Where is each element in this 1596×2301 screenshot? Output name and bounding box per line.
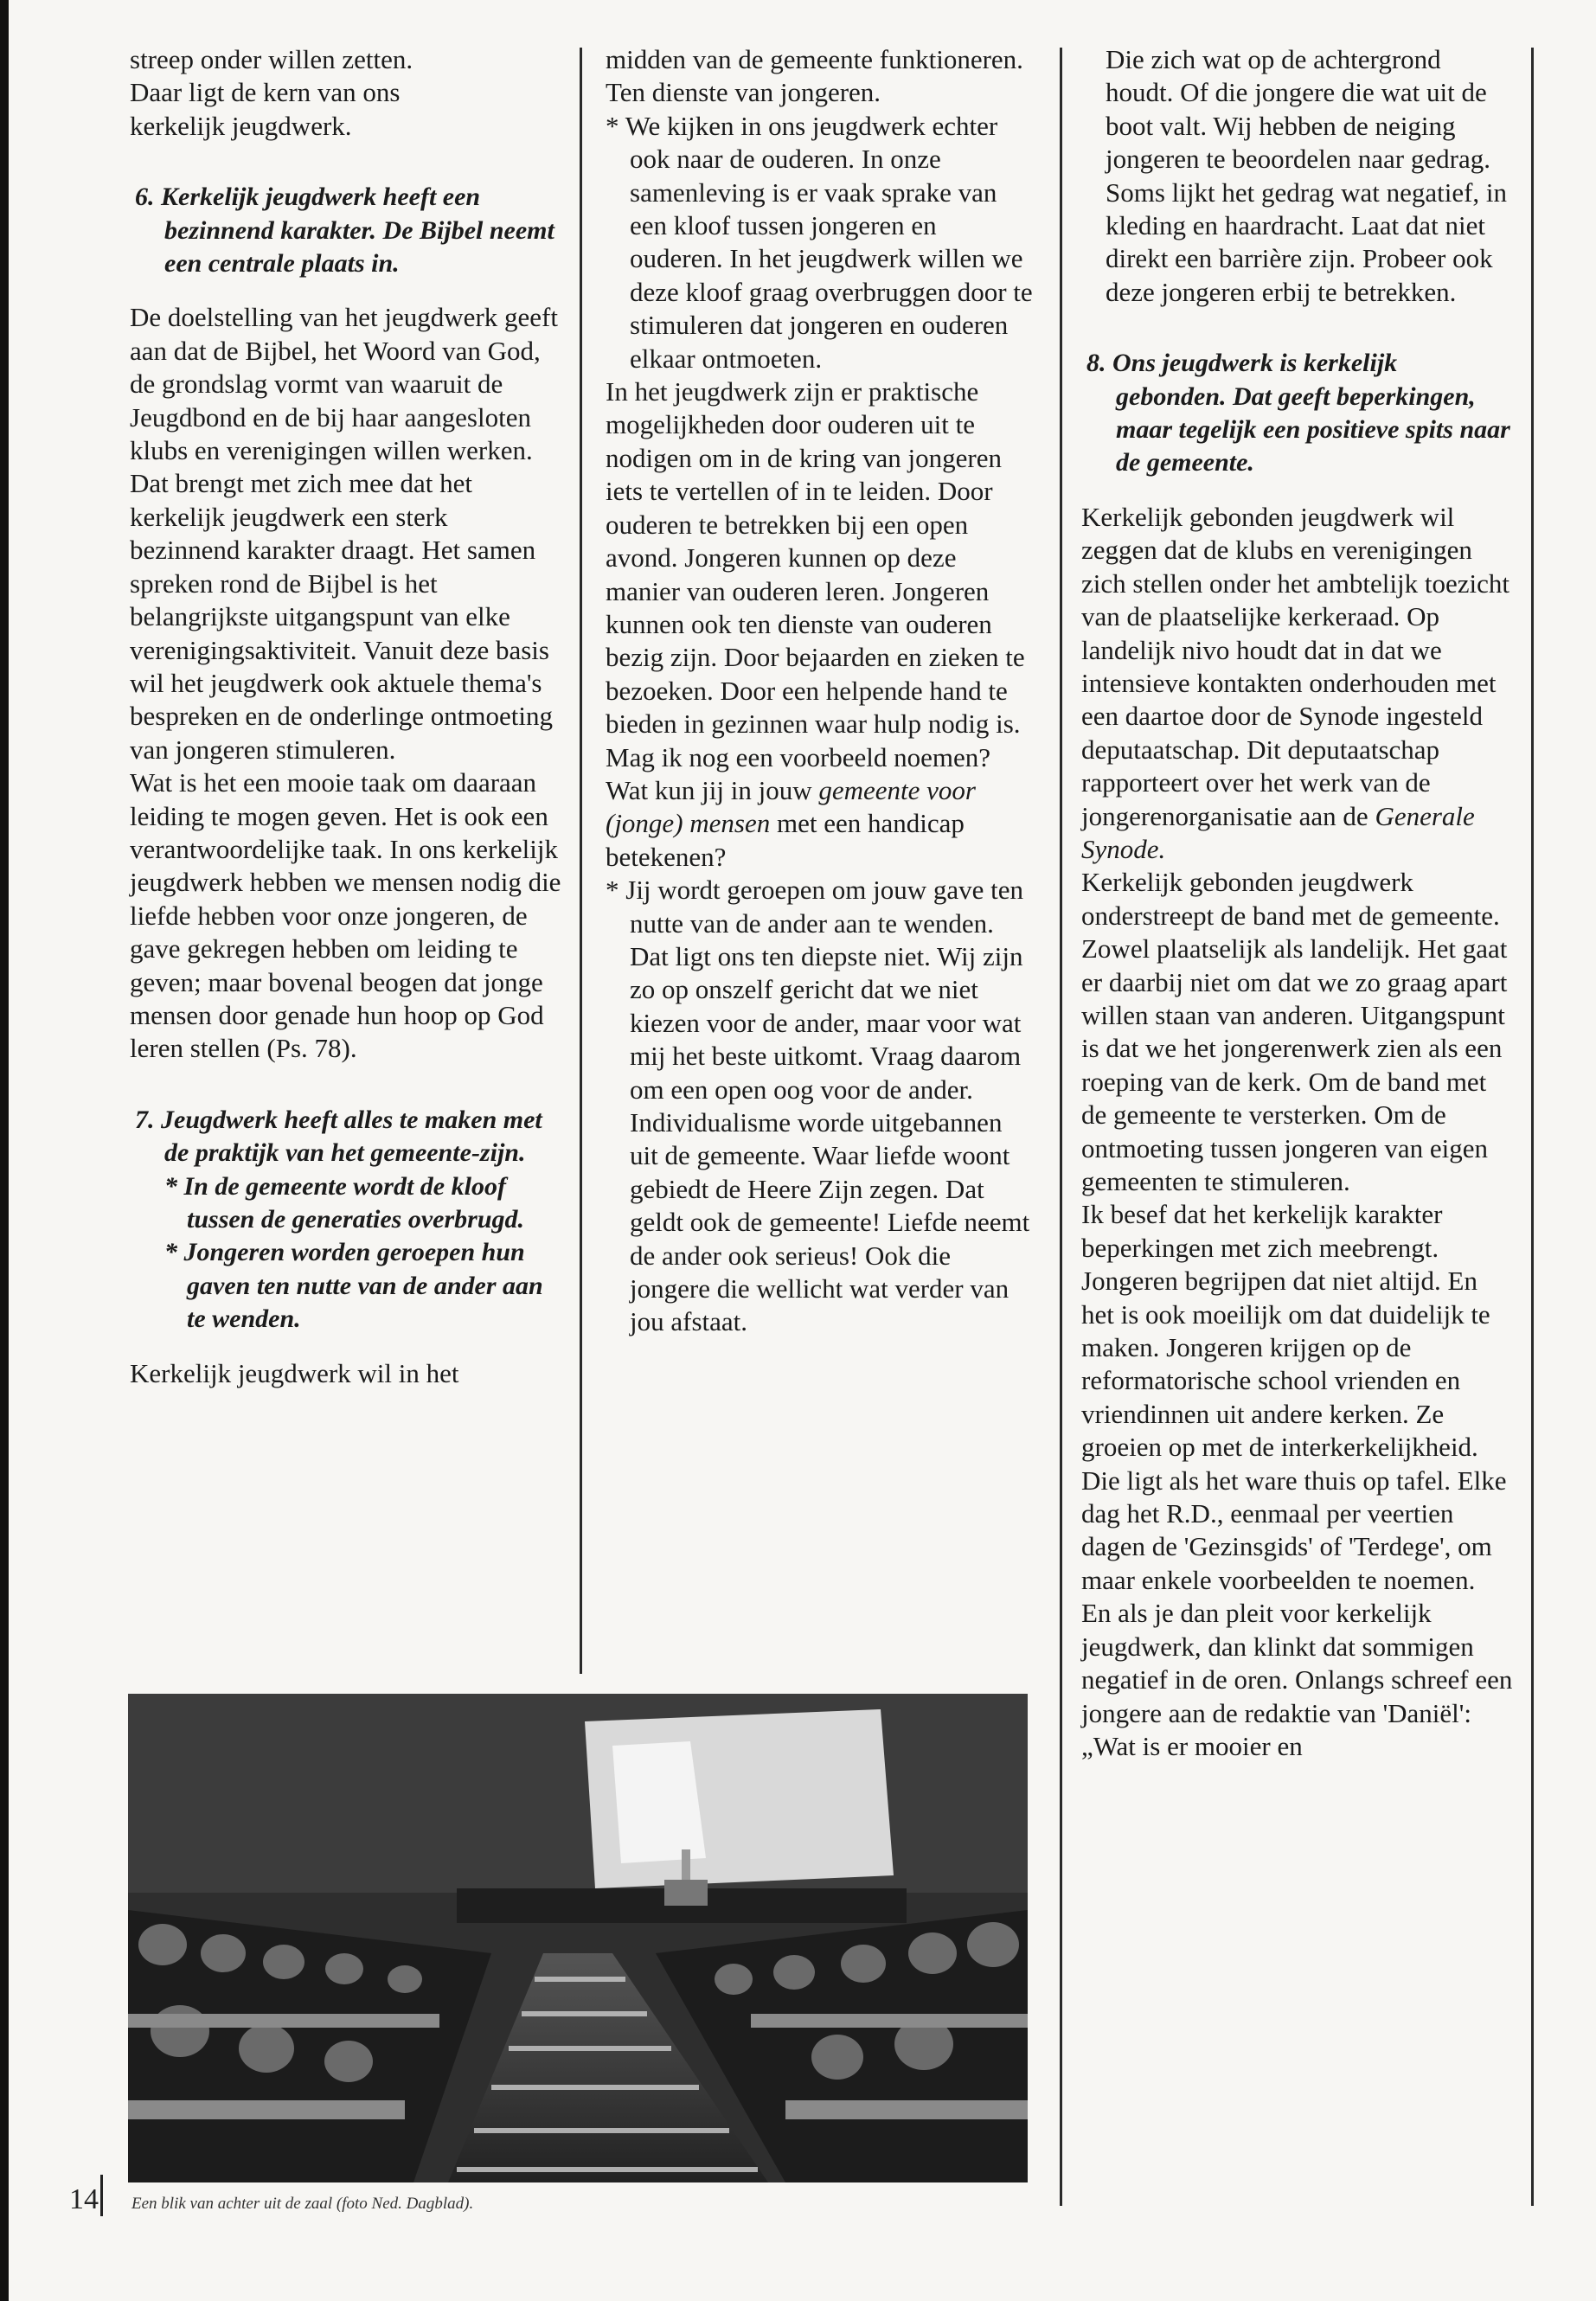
column-rule [1060, 48, 1062, 2206]
paragraph-text: met een handicap betekenen? [606, 808, 965, 872]
italic-text: gemeente voor (jonge) mensen [606, 774, 976, 839]
column-rule [1531, 48, 1534, 2206]
column-1 [130, 43, 562, 1390]
heading-bullet: * Jongeren worden geroepen hun gaven ten nutte van de ander aan te wenden. [164, 1238, 543, 1334]
paragraph: midden van de gemeente funktioneren. Ten dienste van jongeren. [606, 44, 1023, 108]
intro-line: streep onder willen zetten. [130, 44, 413, 74]
column-3 [1081, 43, 1514, 1763]
scan-edge [0, 0, 9, 2301]
paragraph: Die zich wat op de achtergrond houdt. Of die jongere die wat uit de boot valt. Wij hebben de neiging jongeren te beoordelen naar gedrag. Soms lijkt het gedrag wat negatief, in kleding en haardracht. Laat dat niet direkt een barrière zijn. Probeer ook deze jongeren erbij te betrekken. [1106, 44, 1508, 307]
bullet-paragraph: * We kijken in ons jeugdwerk echter ook naar de ouderen. In onze samenleving is er vaak sprake van een kloof tussen jongeren en ouderen. In het jeugdwerk willen we deze kloof graag overbruggen door te stimuleren dat jongeren en ouderen elkaar ontmoeten. [606, 110, 1033, 374]
page-number-rule [100, 2175, 103, 2216]
auditorium-photo [128, 1694, 1028, 2182]
intro-line: Daar ligt de kern van ons [130, 77, 401, 108]
auditorium-photo-drawing [128, 1694, 1028, 2182]
italic-text: Generale Synode. [1081, 800, 1475, 864]
paragraph: Kerkelijk gebonden jeugdwerk onderstreept de band met de gemeente. Zowel plaatselijk als landelijk. Het gaat er daarbij niet om dat we zo graag apart willen staan van anderen. Uitgangspunt is dat we het jongerenwerk zien als een roeping van de kerk. Om de band met de gemeente te versterken. Om de ontmoeting tussen jongeren van eigen gemeenten te stimuleren. [1081, 867, 1508, 1196]
paragraph [1081, 501, 1514, 866]
paragraph-text: Kerkelijk gebonden jeugdwerk wil zeggen dat de klubs en verenigingen zich stellen onder het ambtelijk toezicht van de plaatselijke kerkeraad. Op landelijk nivo houdt dat in dat we intensieve kontakten onderhouden met een daartoe door de Synode ingesteld deputaatschap. Dit deputaatschap rapporteert over het werk van de jongerenorganisatie aan de [1081, 501, 1509, 831]
paragraph-text: In het jeugdwerk zijn er praktische mogelijkheden door ouderen uit te nodigen om in de kring van jongeren iets te vertellen of in te leiden. Door ouderen te betrekken bij een open avond. Jongeren kunnen op deze manier van ouderen leren. Jongeren kunnen ook ten dienste van ouderen bezig zijn. Door bejaarden en zieken te bezoeken. Door een helpende hand te bieden in gezinnen waar hulp nodig is. Mag ik nog een voorbeeld noemen? Wat kun jij in jouw [606, 376, 1025, 805]
paragraph: Ik besef dat het kerkelijk karakter beperkingen met zich meebrengt. Jongeren begrijpen dat niet altijd. En het is ook moeilijk om dat duidelijk te maken. Jongeren krijgen op de reformatorische school vrienden en vriendinnen uit andere kerken. Ze groeien op met de interkerkelijkheid. Die ligt als het ware thuis op tafel. Elke dag het R.D., eenmaal per veertien dagen de 'Gezinsgids' of 'Terdege', om maar enkele voorbeelden te noemen. [1081, 1199, 1507, 1595]
paragraph: En als je dan pleit voor kerkelijk jeugdwerk, dan klinkt dat sommigen negatief in de oren. Onlangs schreef een jongere aan de redaktie van 'Daniël': „Wat is er mooier en [1081, 1598, 1513, 1761]
section-heading-7: 7. Jeugdwerk heeft alles te maken met de praktijk van het gemeente-zijn. [135, 1105, 542, 1168]
paragraph [606, 375, 1034, 874]
paragraph: Kerkelijk jeugdwerk wil in het [130, 1357, 459, 1388]
paragraph: De doelstelling van het jeugdwerk geeft aan dat de Bijbel, het Woord van God, de grondslag vormt van waaruit de Jeugdbond en de bij haar aangesloten klubs en verenigingen willen werken. Dat brengt met zich mee dat het kerkelijk jeugdwerk een sterk bezinnend karakter draagt. Het samen spreken rond de Bijbel is het belangrijkste uitgangspunt van elke verenigingsaktiviteit. Vanuit deze basis wil het jeugdwerk ook aktuele thema's bespreken en de onderlinge ontmoeting van jongeren stimuleren. [130, 302, 558, 765]
page-number: 14 [69, 2183, 99, 2215]
section-heading-6: 6. Kerkelijk jeugdwerk heeft een bezinnend karakter. De Bijbel neemt een centrale plaats in. [135, 183, 554, 279]
column-2 [606, 43, 1034, 1339]
column-rule [580, 48, 582, 1674]
paragraph: Wat is het een mooie taak om daaraan leiding te mogen geven. Het is ook een verantwoordelijke taak. In ons kerkelijk jeugdwerk hebben we mensen nodig die liefde hebben voor onze jongeren, de gave gekregen hebben om leiding te geven; maar bovenal beogen dat jonge mensen door genade hun hoop op God leren stellen (Ps. 78). [130, 767, 561, 1064]
intro-line: kerkelijk jeugdwerk. [130, 110, 352, 141]
bullet-paragraph: * Jij wordt geroepen om jouw gave ten nutte van de ander aan te wenden. Dat ligt ons ten diepste niet. Wij zijn zo op onszelf gericht dat we niet kiezen voor de ander, maar voor wat mij het beste uitkomt. Vraag daarom om een open oog voor de ander. Individualisme worde uitgebannen uit de gemeente. Waar liefde woont gebiedt de Heere Zijn zegen. Dat geldt ook de gemeente! Liefde neemt de ander ook serieus! Ook die jongere die wellicht wat verder van jou afstaat. [606, 875, 1030, 1337]
section-heading-8: 8. Ons jeugdwerk is kerkelijk gebonden. Dat geeft beperkingen, maar tegelijk een positieve spits naar de gemeente. [1086, 349, 1510, 478]
photo-caption: Een blik van achter uit de zaal (foto Ned. Dagblad). [131, 2195, 474, 2213]
heading-bullet: * In de gemeente wordt de kloof tussen de generaties overbrugd. [164, 1171, 524, 1234]
